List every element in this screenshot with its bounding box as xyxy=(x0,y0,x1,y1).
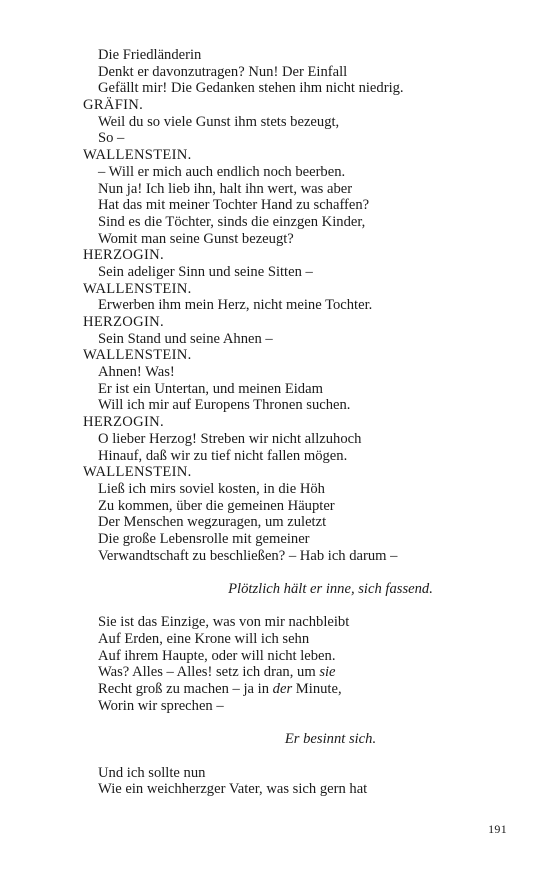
spacer xyxy=(83,564,523,581)
verse-line: Der Menschen wegzuragen, um zuletzt xyxy=(98,514,327,531)
verse-line: Womit man seine Gunst bezeugt? xyxy=(98,230,294,247)
speaker-name: WALLENSTEIN. xyxy=(83,464,192,481)
play-text xyxy=(83,47,523,798)
verse-line: Wie ein weichherzger Vater, was sich gern hat xyxy=(98,781,368,798)
verse-line: Hinauf, daß wir zu tief nicht fallen mögen. xyxy=(98,447,348,464)
speaker-name: HERZOGIN. xyxy=(83,414,164,431)
verse-line: Verwandtschaft zu beschließen? – Hab ich darum – xyxy=(98,547,398,564)
spacer xyxy=(83,598,523,615)
verse-line: Weil du so viele Gunst ihm stets bezeugt, xyxy=(98,113,340,130)
emphasis: der xyxy=(272,681,293,698)
verse-line xyxy=(83,681,523,698)
page-number: 191 xyxy=(488,822,507,836)
verse-text: Was? Alles – Alles! setz ich dran, um xyxy=(98,664,320,681)
stage-direction: Plötzlich hält er inne, sich fassend. xyxy=(228,581,433,597)
verse-line: Denkt er davonzutragen? Nun! Der Einfall xyxy=(98,63,348,80)
verse-line: Die Friedländerin xyxy=(98,47,202,63)
speaker-name: HERZOGIN. xyxy=(83,247,164,264)
verse-line: Auf ihrem Haupte, oder will nicht leben. xyxy=(98,647,336,664)
verse-line: Worin wir sprechen – xyxy=(98,697,224,714)
verse-line: Die große Lebensrolle mit gemeiner xyxy=(98,530,310,547)
verse-line: Ahnen! Was! xyxy=(98,364,175,381)
stage-direction: Er besinnt sich. xyxy=(284,731,377,748)
verse-line: Sie ist das Einzige, was von mir nachbleibt xyxy=(98,614,350,631)
verse-text: Recht groß zu machen – ja in xyxy=(98,681,273,698)
verse-line: Gefällt mir! Die Gedanken stehen ihm nicht niedrig. xyxy=(98,80,404,97)
verse-line: Nun ja! Ich lieb ihn, halt ihn wert, was aber xyxy=(98,180,353,197)
verse-line: Und ich sollte nun xyxy=(98,764,206,781)
verse-line xyxy=(83,664,523,681)
speaker-name: WALLENSTEIN. xyxy=(83,347,192,364)
verse-line: Auf Erden, eine Krone will ich sehn xyxy=(98,631,310,648)
verse-line: Erwerben ihm mein Herz, nicht meine Tochter. xyxy=(98,297,373,314)
verse-line: Ließ ich mirs soviel kosten, in die Höh xyxy=(98,480,325,497)
emphasis: sie xyxy=(319,664,336,681)
verse-line: – Will er mich auch endlich noch beerben. xyxy=(98,163,346,180)
verse-line: O lieber Herzog! Streben wir nicht allzuhoch xyxy=(98,430,362,447)
verse-line: Sind es die Töchter, sinds die einzgen Kinder, xyxy=(98,213,366,230)
verse-line: Hat das mit meiner Tochter Hand zu schaffen? xyxy=(98,197,370,214)
verse-line: Zu kommen, über die gemeinen Häupter xyxy=(98,497,335,514)
speaker-name: GRÄFIN. xyxy=(83,97,144,114)
spacer xyxy=(83,748,523,765)
speaker-name: WALLENSTEIN. xyxy=(83,147,192,164)
speaker-name: WALLENSTEIN. xyxy=(83,280,192,297)
spacer xyxy=(83,715,523,732)
verse-line: So – xyxy=(98,130,125,147)
verse-line: Er ist ein Untertan, und meinen Eidam xyxy=(98,380,323,397)
verse-text: Minute, xyxy=(292,681,342,698)
verse-line: Will ich mir auf Europens Thronen suchen. xyxy=(98,397,351,414)
verse-line: Sein Stand und seine Ahnen – xyxy=(98,330,273,347)
speaker-name: HERZOGIN. xyxy=(83,314,164,330)
verse-line: Sein adeliger Sinn und seine Sitten – xyxy=(98,263,313,280)
